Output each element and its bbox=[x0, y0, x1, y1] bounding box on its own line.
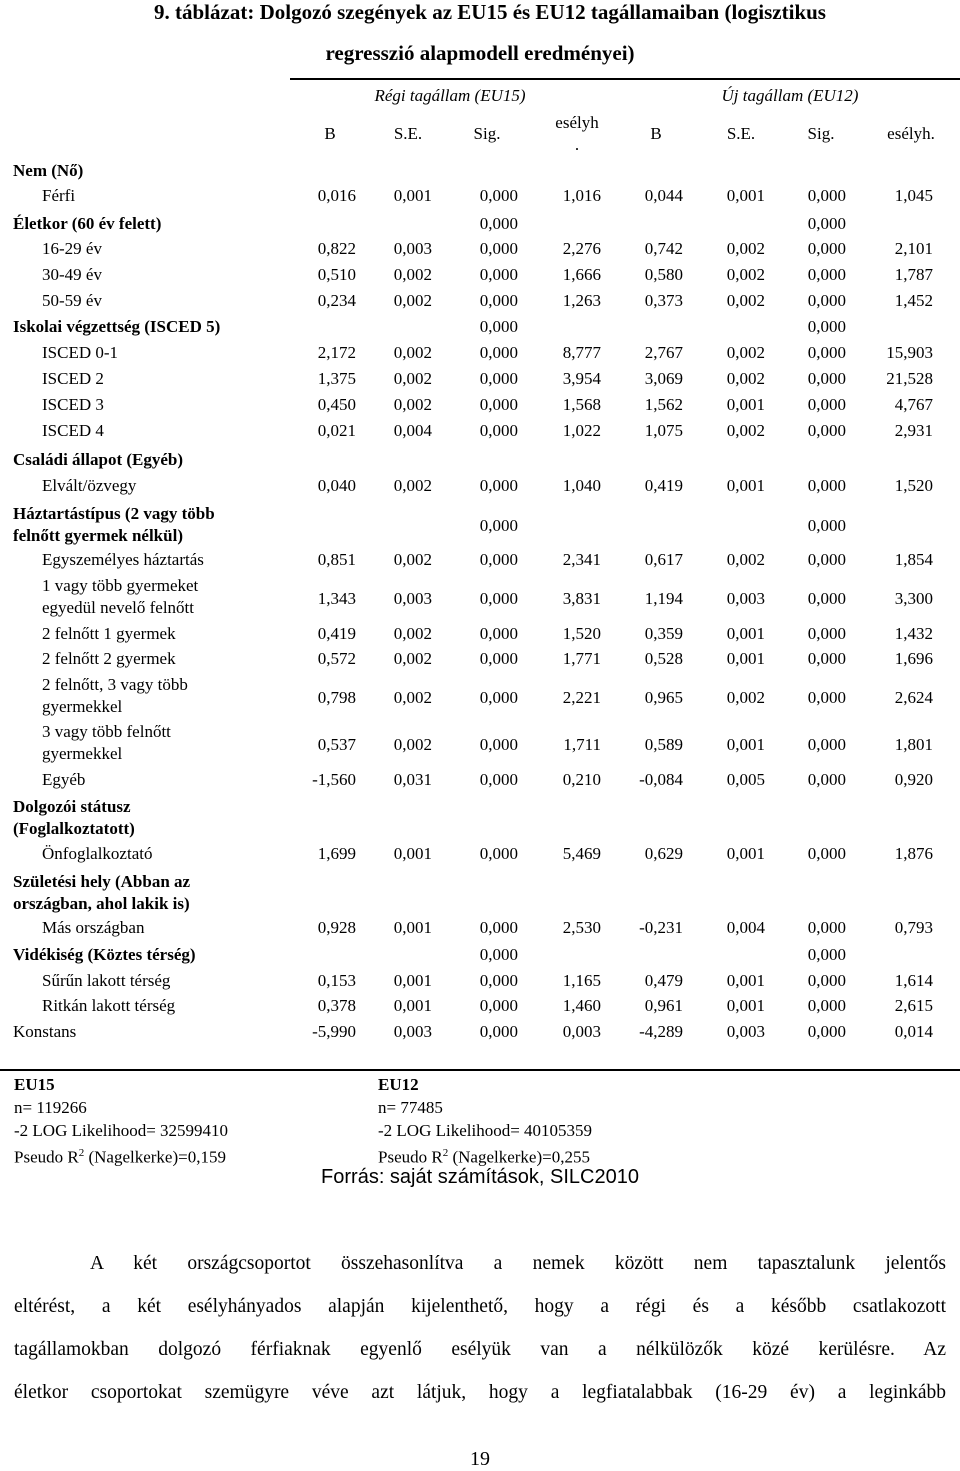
table-cell: -5,990 bbox=[312, 1022, 356, 1041]
table-cell: 0,617 bbox=[644, 550, 683, 569]
table-cell: -4,289 bbox=[639, 1022, 683, 1041]
table-cell: 0,000 bbox=[479, 516, 518, 535]
table-cell: 0,001 bbox=[726, 476, 765, 495]
group-header-eu12: Új tagállam (EU12) bbox=[721, 86, 859, 105]
row-label: 50-59 év bbox=[42, 291, 102, 310]
table-cell: 0,000 bbox=[807, 971, 846, 990]
table-cell: 0,210 bbox=[562, 770, 601, 789]
table-cell: 0,961 bbox=[644, 996, 683, 1015]
row-label: 2 felnőtt 1 gyermek bbox=[42, 624, 176, 643]
table-cell: 1,460 bbox=[562, 996, 601, 1015]
table-row bbox=[0, 648, 960, 673]
table-cell: 0,589 bbox=[644, 735, 683, 754]
table-cell: 0,000 bbox=[807, 945, 846, 964]
table-title-line-2: regresszió alapmodell eredményei) bbox=[325, 41, 635, 65]
row-label: Konstans bbox=[13, 1022, 77, 1041]
table-cell: 0,000 bbox=[479, 770, 518, 789]
table-cell: 0,000 bbox=[807, 421, 846, 440]
table-row bbox=[0, 420, 960, 445]
table-cell: -0,084 bbox=[639, 770, 683, 789]
table-cell: 0,004 bbox=[726, 918, 765, 937]
table-cell: 0,002 bbox=[726, 343, 765, 362]
table-cell: 0,920 bbox=[894, 770, 933, 789]
table-row bbox=[0, 160, 960, 184]
table-row bbox=[0, 843, 960, 868]
table-cell: 0,000 bbox=[479, 476, 518, 495]
table-cell: 0,742 bbox=[644, 239, 683, 258]
col-header-b-eu12: B bbox=[650, 124, 662, 143]
table-cell: 0,001 bbox=[393, 971, 432, 990]
table-cell: 1,711 bbox=[563, 735, 601, 754]
table-cell: 0,000 bbox=[479, 589, 518, 608]
table-cell: 0,000 bbox=[807, 1022, 846, 1041]
table-cell: 1,787 bbox=[894, 265, 933, 284]
table-cell: 0,378 bbox=[317, 996, 356, 1015]
table-cell: 0,002 bbox=[393, 624, 432, 643]
table-cell: 1,801 bbox=[894, 735, 933, 754]
stats-eu15-pseudo-r2: Pseudo $R^2$ (Nagelkerke)=0,159 bbox=[14, 1147, 226, 1167]
table-row bbox=[0, 917, 960, 942]
table-row bbox=[0, 970, 960, 995]
body-paragraph bbox=[14, 1242, 946, 1414]
row-label: Nem (Nő) bbox=[13, 161, 84, 180]
table-cell: 0,000 bbox=[479, 735, 518, 754]
table-cell: 0,798 bbox=[317, 688, 356, 707]
table-cell: 2,276 bbox=[562, 239, 601, 258]
stats-eu12-loglik: -2 LOG Likelihood= 40105359 bbox=[378, 1121, 593, 1140]
table-row bbox=[0, 342, 960, 367]
table-cell: 0,000 bbox=[807, 770, 846, 789]
table-cell: 2,615 bbox=[894, 996, 933, 1015]
table-row bbox=[0, 449, 960, 474]
table-cell: 1,375 bbox=[317, 369, 356, 388]
table-cell: 2,341 bbox=[562, 550, 601, 569]
table-cell: 2,624 bbox=[894, 688, 933, 707]
table-cell: 2,221 bbox=[562, 688, 601, 707]
table-cell: 0,000 bbox=[479, 918, 518, 937]
row-label: 2 felnőtt, 3 vagy több gyermekkel bbox=[42, 675, 188, 716]
table-row bbox=[0, 213, 960, 238]
table-row bbox=[0, 1021, 960, 1046]
table-cell: 0,003 bbox=[726, 589, 765, 608]
table-cell: 1,016 bbox=[562, 186, 601, 205]
table-row bbox=[0, 549, 960, 574]
row-label: Elvált/özvegy bbox=[42, 476, 137, 495]
table-cell: 0,002 bbox=[726, 550, 765, 569]
stats-eu12-n: n= 77485 bbox=[378, 1098, 443, 1117]
table-cell: 0,002 bbox=[726, 239, 765, 258]
table-cell: 0,000 bbox=[479, 844, 518, 863]
table-cell: 0,000 bbox=[807, 516, 846, 535]
table-cell: 0,000 bbox=[479, 395, 518, 414]
stats-eu15-n: n= 119266 bbox=[14, 1098, 87, 1117]
table-cell: 0,000 bbox=[479, 945, 518, 964]
table-cell: 0,000 bbox=[479, 421, 518, 440]
table-cell: 1,263 bbox=[562, 291, 601, 310]
table-cell: 0,419 bbox=[317, 624, 356, 643]
table-cell: 0,002 bbox=[393, 550, 432, 569]
col-header-sig-eu12: Sig. bbox=[807, 124, 835, 143]
row-label: ISCED 3 bbox=[42, 395, 104, 414]
table-row bbox=[0, 944, 960, 969]
table-cell: 0,234 bbox=[317, 291, 356, 310]
table-cell: 0,002 bbox=[726, 291, 765, 310]
table-cell: 0,000 bbox=[807, 476, 846, 495]
table-cell: 15,903 bbox=[886, 343, 933, 362]
table-cell: 0,000 bbox=[479, 239, 518, 258]
table-cell: 0,000 bbox=[479, 291, 518, 310]
table-cell: 0,419 bbox=[644, 476, 683, 495]
table-cell: 0,000 bbox=[807, 239, 846, 258]
stats-eu15 bbox=[14, 1073, 228, 1169]
paragraph-line: eltérést, a két esélyhányados alapján kijelenthető, hogy a régi és a később csatlakozott bbox=[14, 1296, 946, 1317]
table-cell: 0,003 bbox=[393, 239, 432, 258]
table-cell: 0,001 bbox=[726, 844, 765, 863]
table-cell: 1,520 bbox=[562, 624, 601, 643]
table-cell: 0,002 bbox=[393, 291, 432, 310]
stats-eu15-loglik: -2 LOG Likelihood= 32599410 bbox=[14, 1121, 229, 1140]
col-header-sig-eu15: Sig. bbox=[473, 124, 501, 143]
table-cell: 0,000 bbox=[807, 649, 846, 668]
paragraph-line: tagállamokban dolgozó férfiaknak egyenlő esélyük van a nélkülözők közé kerülésre. Az bbox=[14, 1339, 946, 1360]
table-cell: 4,767 bbox=[894, 395, 933, 414]
table-cell: 0,001 bbox=[393, 918, 432, 937]
table-cell: 1,452 bbox=[894, 291, 933, 310]
row-label: Egyéb bbox=[42, 770, 86, 789]
table-row bbox=[0, 368, 960, 393]
table-cell: 0,002 bbox=[393, 649, 432, 668]
table-cell: 0,000 bbox=[479, 265, 518, 284]
table-cell: 1,432 bbox=[894, 624, 933, 643]
table-cell: 0,851 bbox=[317, 550, 356, 569]
table-cell: -1,560 bbox=[312, 770, 356, 789]
table-cell: 0,001 bbox=[726, 735, 765, 754]
table-cell: 0,003 bbox=[393, 1022, 432, 1041]
table-cell: 0,002 bbox=[726, 369, 765, 388]
table-cell: 0,000 bbox=[479, 688, 518, 707]
row-label: Családi állapot (Egyéb) bbox=[13, 450, 184, 469]
table-cell: 0,000 bbox=[807, 395, 846, 414]
row-label: Férfi bbox=[42, 186, 76, 205]
table-cell: 0,000 bbox=[479, 214, 518, 233]
table-cell: 1,520 bbox=[894, 476, 933, 495]
table-cell: 0,002 bbox=[726, 265, 765, 284]
row-label: 2 felnőtt 2 gyermek bbox=[42, 649, 176, 668]
row-label: Életkor (60 év felett) bbox=[13, 214, 162, 233]
table-cell: 0,537 bbox=[317, 735, 356, 754]
table-cell: 0,001 bbox=[726, 395, 765, 414]
col-header-se-eu15: S.E. bbox=[393, 124, 423, 143]
table-cell: 0,000 bbox=[807, 589, 846, 608]
table-cell: 1,666 bbox=[562, 265, 601, 284]
table-cell: 0,450 bbox=[317, 395, 356, 414]
table-cell: 8,777 bbox=[562, 343, 601, 362]
table-cell: 1,771 bbox=[562, 649, 601, 668]
row-label: ISCED 2 bbox=[42, 369, 104, 388]
table-cell: 3,954 bbox=[562, 369, 601, 388]
table-cell: 0,000 bbox=[479, 343, 518, 362]
table-cell: 0,000 bbox=[807, 844, 846, 863]
table-cell: 0,002 bbox=[393, 688, 432, 707]
table-row bbox=[0, 185, 960, 210]
row-label: Sűrűn lakott térség bbox=[42, 971, 171, 990]
row-label: 3 vagy több felnőtt gyermekkel bbox=[42, 722, 171, 763]
table-cell: 2,931 bbox=[894, 421, 933, 440]
table-cell: 0,000 bbox=[807, 996, 846, 1015]
table-cell: 0,002 bbox=[393, 735, 432, 754]
table-cell: 0,000 bbox=[479, 1022, 518, 1041]
table-cell: 3,831 bbox=[562, 589, 601, 608]
group-header-eu15: Régi tagállam (EU15) bbox=[374, 86, 526, 105]
table-cell: 1,699 bbox=[317, 844, 356, 863]
table-cell: 0,000 bbox=[479, 971, 518, 990]
table-cell: 0,629 bbox=[644, 844, 683, 863]
table-cell: 0,000 bbox=[807, 214, 846, 233]
stats-eu12 bbox=[378, 1073, 592, 1169]
row-label: 16-29 év bbox=[42, 239, 102, 258]
table-row bbox=[0, 623, 960, 648]
table-row bbox=[0, 316, 960, 341]
table-cell: 0,822 bbox=[317, 239, 356, 258]
row-label: 1 vagy több gyermeket egyedül nevelő felnőtt bbox=[42, 576, 199, 617]
table-cell: 1,876 bbox=[894, 844, 933, 863]
table-cell: 0,003 bbox=[726, 1022, 765, 1041]
table-row bbox=[0, 674, 960, 722]
table-cell: 1,562 bbox=[644, 395, 683, 414]
table-cell: 0,001 bbox=[726, 186, 765, 205]
row-label: Önfoglalkoztató bbox=[42, 844, 153, 863]
table-cell: 5,469 bbox=[562, 844, 601, 863]
table-cell: 0,001 bbox=[393, 996, 432, 1015]
table-cell: 0,153 bbox=[317, 971, 356, 990]
table-top-rule bbox=[290, 78, 960, 80]
row-label: Dolgozói státusz (Foglalkoztatott) bbox=[13, 797, 135, 838]
table-cell: 0,793 bbox=[894, 918, 933, 937]
table-cell: 1,045 bbox=[894, 186, 933, 205]
table-cell: 0,002 bbox=[393, 265, 432, 284]
table-cell: 0,001 bbox=[726, 624, 765, 643]
table-cell: 0,031 bbox=[393, 770, 432, 789]
table-cell: 0,001 bbox=[393, 186, 432, 205]
row-label: Más országban bbox=[42, 918, 145, 937]
col-header-b-eu15: B bbox=[324, 124, 336, 143]
table-row bbox=[0, 290, 960, 315]
table-cell: 0,000 bbox=[807, 624, 846, 643]
table-cell: 0,002 bbox=[393, 369, 432, 388]
table-cell: 0,000 bbox=[479, 186, 518, 205]
table-cell: 2,101 bbox=[894, 239, 933, 258]
row-label: Vidékiség (Köztes térség) bbox=[13, 945, 196, 964]
table-cell: 0,044 bbox=[644, 186, 683, 205]
table-cell: 1,022 bbox=[562, 421, 601, 440]
row-label: Háztartástípus (2 vagy több felnőtt gyermek nélkül) bbox=[13, 504, 215, 545]
table-cell: 0,001 bbox=[393, 844, 432, 863]
table-cell: 0,001 bbox=[726, 996, 765, 1015]
table-cell: 0,359 bbox=[644, 624, 683, 643]
table-cell: 0,001 bbox=[726, 971, 765, 990]
table-cell: 1,165 bbox=[562, 971, 601, 990]
row-label: 30-49 év bbox=[42, 265, 102, 284]
table-row bbox=[0, 394, 960, 419]
col-header-odds-eu15: esélyh . bbox=[555, 113, 599, 154]
table-cell: 0,002 bbox=[393, 476, 432, 495]
table-cell: 3,069 bbox=[644, 369, 683, 388]
table-cell: 0,572 bbox=[317, 649, 356, 668]
table-cell: 0,528 bbox=[644, 649, 683, 668]
table-cell: 0,016 bbox=[317, 186, 356, 205]
table-cell: 0,000 bbox=[479, 369, 518, 388]
table-cell: 0,021 bbox=[317, 421, 356, 440]
table-cell: 0,580 bbox=[644, 265, 683, 284]
table-cell: 1,040 bbox=[562, 476, 601, 495]
table-cell: 2,172 bbox=[317, 343, 356, 362]
table-cell: 0,014 bbox=[894, 1022, 933, 1041]
row-label: Születési hely (Abban az országban, ahol lakik is) bbox=[13, 872, 191, 913]
table-cell: 0,000 bbox=[479, 550, 518, 569]
table-cell: 0,928 bbox=[317, 918, 356, 937]
table-cell: 0,005 bbox=[726, 770, 765, 789]
table-cell: 0,003 bbox=[393, 589, 432, 608]
table-cell: 0,001 bbox=[726, 649, 765, 668]
table-cell: 1,696 bbox=[894, 649, 933, 668]
stats-eu15-title: EU15 bbox=[14, 1075, 55, 1094]
row-label: Egyszemélyes háztartás bbox=[42, 550, 204, 569]
table-cell: 3,300 bbox=[894, 589, 933, 608]
table-cell: 0,004 bbox=[393, 421, 432, 440]
table-cell: 0,040 bbox=[317, 476, 356, 495]
stats-eu12-title: EU12 bbox=[378, 1075, 419, 1094]
paragraph-line: életkor csoportokat szemügyre véve azt látjuk, hogy a legfiatalabbak (16-29 év) a leginkább bbox=[14, 1382, 946, 1403]
source-note: Forrás: saját számítások, SILC2010 bbox=[321, 1166, 639, 1188]
table-cell: 0,000 bbox=[479, 996, 518, 1015]
table-row bbox=[0, 871, 960, 917]
table-title-line-1: 9. táblázat: Dolgozó szegények az EU15 és EU12 tagállamaiban (logisztikus bbox=[154, 0, 826, 24]
table-cell: 0,000 bbox=[807, 688, 846, 707]
table-cell: 0,003 bbox=[562, 1022, 601, 1041]
table-cell: 0,510 bbox=[317, 265, 356, 284]
row-label: ISCED 4 bbox=[42, 421, 104, 440]
table-cell: 0,965 bbox=[644, 688, 683, 707]
table-cell: 0,000 bbox=[479, 317, 518, 336]
table-cell: 0,000 bbox=[807, 186, 846, 205]
table-cell: 21,528 bbox=[886, 369, 933, 388]
table-row bbox=[0, 995, 960, 1020]
table-cell: 1,075 bbox=[644, 421, 683, 440]
table-cell: 0,000 bbox=[807, 291, 846, 310]
table-cell: 2,530 bbox=[562, 918, 601, 937]
table-cell: 0,479 bbox=[644, 971, 683, 990]
table-cell: 0,002 bbox=[726, 421, 765, 440]
row-label: ISCED 0-1 bbox=[42, 343, 119, 362]
table-row bbox=[0, 503, 960, 549]
row-label: Ritkán lakott térség bbox=[42, 996, 176, 1015]
stats-eu12-pseudo-r2: Pseudo $R^2$ (Nagelkerke)=0,255 bbox=[378, 1147, 590, 1167]
table-row bbox=[0, 238, 960, 263]
table-cell: 0,000 bbox=[807, 550, 846, 569]
table-cell: 1,568 bbox=[562, 395, 601, 414]
table-cell: 0,000 bbox=[807, 343, 846, 362]
table-cell: 1,343 bbox=[317, 589, 356, 608]
table-bottom-rule bbox=[0, 1069, 960, 1071]
table-cell: 0,002 bbox=[393, 395, 432, 414]
paragraph-line: A két országcsoportot összehasonlítva a nemek között nem tapasztalunk jelentős bbox=[90, 1253, 946, 1274]
table-cell: 0,000 bbox=[807, 918, 846, 937]
table-row bbox=[0, 796, 960, 842]
col-header-se-eu12: S.E. bbox=[726, 124, 756, 143]
table-cell: 0,000 bbox=[479, 624, 518, 643]
table-cell: 2,767 bbox=[644, 343, 683, 362]
table-cell: 1,614 bbox=[894, 971, 933, 990]
table-row bbox=[0, 475, 960, 500]
table-row bbox=[0, 769, 960, 794]
table-cell: 0,002 bbox=[393, 343, 432, 362]
table-cell: 0,000 bbox=[807, 265, 846, 284]
table-cell: 0,000 bbox=[807, 317, 846, 336]
table-cell: 0,000 bbox=[807, 369, 846, 388]
table-cell: 1,194 bbox=[644, 589, 683, 608]
table-row bbox=[0, 264, 960, 289]
table-cell: 0,002 bbox=[726, 688, 765, 707]
table-row bbox=[0, 575, 960, 623]
table-cell: 0,000 bbox=[807, 735, 846, 754]
table-row bbox=[0, 721, 960, 769]
table-cell: 1,854 bbox=[894, 550, 933, 569]
col-header-odds-eu12: esélyh. bbox=[887, 124, 935, 143]
table-cell: -0,231 bbox=[639, 918, 683, 937]
table-cell: 0,000 bbox=[479, 649, 518, 668]
page-number: 19 bbox=[470, 1448, 490, 1470]
table-cell: 0,373 bbox=[644, 291, 683, 310]
row-label: Iskolai végzettség (ISCED 5) bbox=[13, 317, 221, 336]
